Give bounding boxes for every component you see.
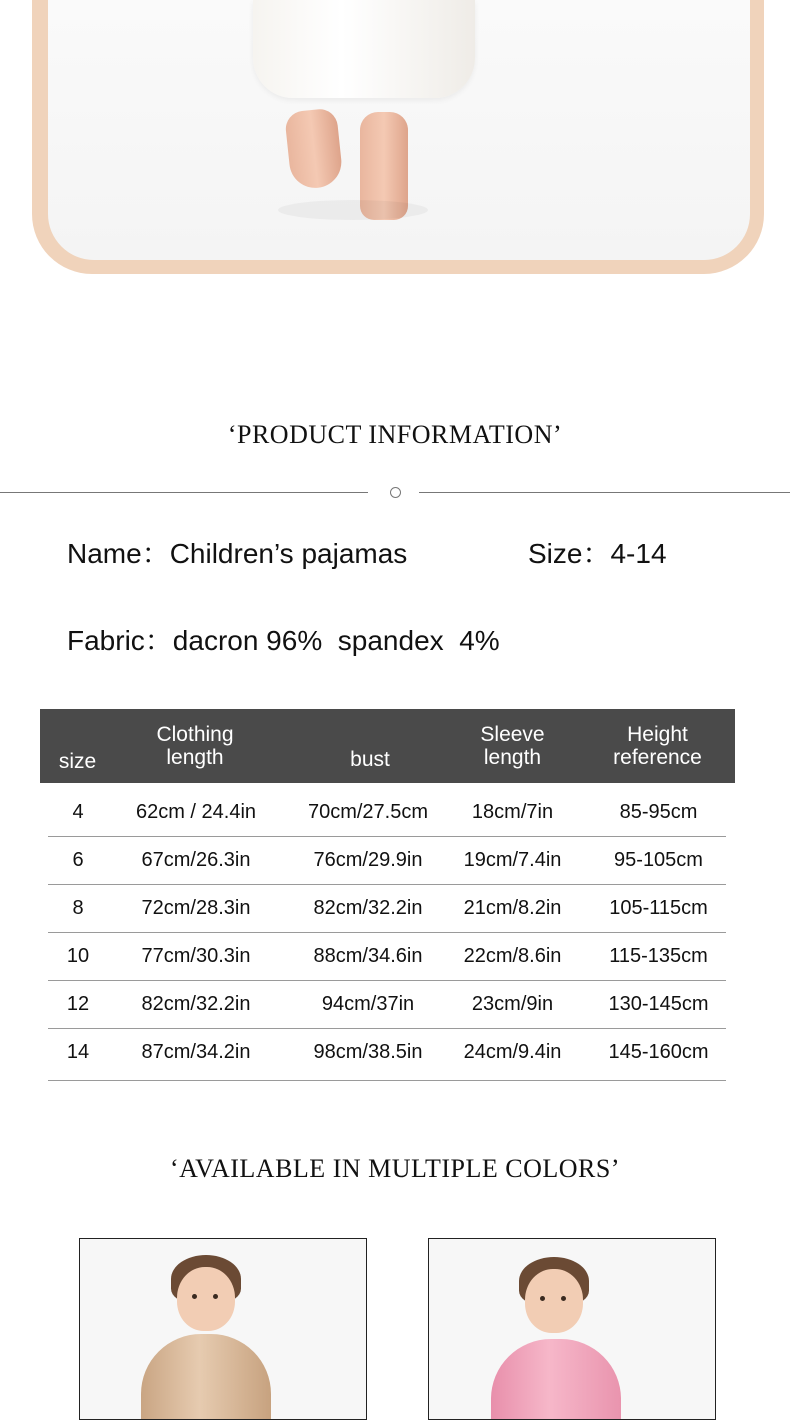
cell-bust: 88cm/34.6in	[313, 944, 423, 967]
size-table-body	[48, 789, 726, 1081]
cell-sleeve-length: 18cm/7in	[471, 800, 554, 823]
pink-robe	[491, 1339, 621, 1420]
cell-height: 85-95cm	[619, 800, 698, 823]
cell-height: 115-135cm	[609, 944, 708, 967]
cell-height: 95-105cm	[614, 848, 703, 871]
cell-bust: 98cm/38.5in	[313, 1040, 423, 1063]
cell-bust: 70cm/27.5cm	[307, 800, 429, 823]
cell-bust: 76cm/29.9in	[313, 848, 423, 871]
left-leg	[284, 107, 344, 190]
kid-face	[177, 1267, 235, 1331]
product-fabric: Fabric：dacron 96% spandex 4%	[67, 625, 500, 656]
color-thumbnail-champagne[interactable]	[79, 1238, 367, 1420]
cell-size: 8	[72, 896, 84, 919]
floor-shadow	[278, 200, 428, 220]
cell-size: 10	[66, 944, 90, 967]
color-thumbnail-pink[interactable]	[428, 1238, 716, 1420]
cell-size: 6	[72, 848, 84, 871]
header-clothing-length: Clothing length	[156, 723, 234, 769]
cell-sleeve-length: 24cm/9.4in	[463, 1040, 562, 1063]
table-row	[48, 933, 726, 981]
cell-bust: 94cm/37in	[321, 992, 415, 1015]
cell-height: 105-115cm	[609, 896, 708, 919]
cell-height: 130-145cm	[608, 992, 709, 1015]
product-photo-legs	[48, 0, 750, 260]
white-pajama-pants	[253, 0, 475, 98]
kid-eye	[213, 1294, 218, 1299]
cell-clothing-length: 87cm/34.2in	[141, 1040, 251, 1063]
colors-heading: ‘AVAILABLE IN MULTIPLE COLORS’	[169, 1154, 621, 1183]
cell-clothing-length: 82cm/32.2in	[141, 992, 251, 1015]
kid-eye	[192, 1294, 197, 1299]
table-row	[48, 981, 726, 1029]
cell-sleeve-length: 23cm/9in	[471, 992, 554, 1015]
cell-clothing-length: 62cm / 24.4in	[135, 800, 257, 823]
table-row	[48, 885, 726, 933]
cell-clothing-length: 67cm/26.3in	[141, 848, 251, 871]
header-size: size	[58, 749, 97, 773]
kid-face	[525, 1269, 583, 1333]
divider-right	[419, 492, 790, 493]
product-size: Size：4-14	[528, 538, 667, 569]
table-row	[48, 789, 726, 837]
cell-sleeve-length: 22cm/8.6in	[463, 944, 562, 967]
cell-size: 14	[66, 1040, 90, 1063]
table-row	[48, 837, 726, 885]
cell-sleeve-length: 21cm/8.2in	[463, 896, 562, 919]
cell-bust: 82cm/32.2in	[313, 896, 423, 919]
kid-eye	[540, 1296, 545, 1301]
cell-clothing-length: 77cm/30.3in	[141, 944, 251, 967]
champagne-robe	[141, 1334, 271, 1420]
size-table-header	[40, 709, 735, 783]
cell-height: 145-160cm	[608, 1040, 709, 1063]
product-info-heading: ‘PRODUCT INFORMATION’	[227, 420, 563, 449]
table-row	[48, 1029, 726, 1081]
kid-eye	[561, 1296, 566, 1301]
cell-size: 12	[66, 992, 90, 1015]
cell-size: 4	[72, 800, 84, 823]
cell-sleeve-length: 19cm/7.4in	[463, 848, 562, 871]
product-name: Name：Children’s pajamas	[67, 538, 408, 569]
divider-circle-icon	[390, 487, 401, 498]
header-bust: bust	[350, 747, 390, 771]
header-sleeve-length: Sleeve length	[480, 723, 545, 769]
divider-left	[0, 492, 368, 493]
cell-clothing-length: 72cm/28.3in	[141, 896, 251, 919]
header-height-reference: Height reference	[613, 723, 702, 769]
